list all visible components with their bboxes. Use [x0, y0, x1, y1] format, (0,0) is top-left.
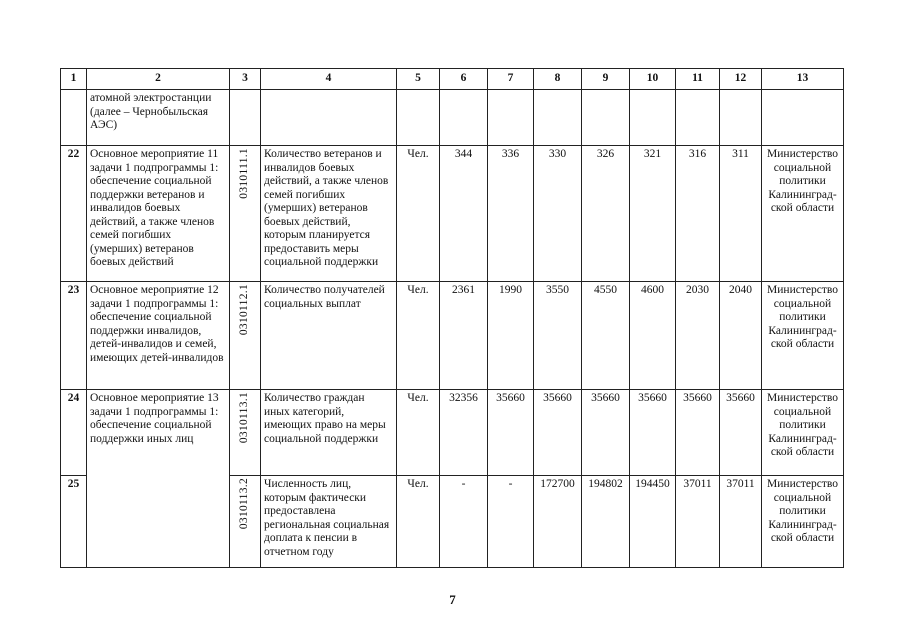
value-cell: 3550 — [534, 282, 582, 390]
value-cell: 336 — [488, 146, 534, 282]
header-cell: 4 — [261, 69, 397, 90]
header-cell: 13 — [762, 69, 844, 90]
value-cell: 2030 — [676, 282, 720, 390]
value-cell: 194450 — [630, 476, 676, 568]
data-table — [60, 68, 844, 568]
value-cell: 311 — [720, 146, 762, 282]
value-cell: 35660 — [676, 390, 720, 476]
value-cell: 32356 — [440, 390, 488, 476]
header-cell: 9 — [582, 69, 630, 90]
unit: Чел. — [397, 146, 440, 282]
unit: Чел. — [397, 282, 440, 390]
value-cell: 35660 — [630, 390, 676, 476]
value-cell: 2040 — [720, 282, 762, 390]
value-cell: 194802 — [582, 476, 630, 568]
indicator-text: Количество получателей социальных выплат — [261, 282, 397, 390]
table-row — [61, 476, 844, 568]
page-number: 7 — [449, 592, 456, 607]
value-cell: 35660 — [582, 390, 630, 476]
table-row — [61, 146, 844, 282]
table-row — [61, 282, 844, 390]
ministry-text: Министерство социальной политики Калининград-ской области — [762, 282, 844, 390]
value-cell: 4600 — [630, 282, 676, 390]
header-cell: 8 — [534, 69, 582, 90]
ministry-text: Министерство социальной политики Калининград-ской области — [762, 476, 844, 568]
unit: Чел. — [397, 476, 440, 568]
event-text: Основное мероприятие 11 задачи 1 подпрограммы 1: обеспечение социальной поддержки ветеранов и инвалидов боевых действий, а также членов семей погибших (умерших) ветеранов боевых действий — [87, 146, 230, 282]
header-cell: 10 — [630, 69, 676, 90]
indicator-text: Количество ветеранов и инвалидов боевых действий, а также членов семей погибших (умерших) ветеранов боевых действий, которым планируется предоставить меры социальной поддержки — [261, 146, 397, 282]
value-cell: 4550 — [582, 282, 630, 390]
unit: Чел. — [397, 390, 440, 476]
continuation-row — [61, 90, 844, 146]
event-text — [87, 476, 230, 568]
value-cell: - — [488, 476, 534, 568]
header-row — [61, 69, 844, 90]
continuation-text: атомной электростанции (далее – Чернобыльская АЭС) — [87, 90, 230, 146]
value-cell: 1990 — [488, 282, 534, 390]
value-cell: 344 — [440, 146, 488, 282]
code-cell — [230, 476, 261, 568]
value-cell: 172700 — [534, 476, 582, 568]
value-cell: 35660 — [534, 390, 582, 476]
row-number: 22 — [61, 146, 87, 282]
table-row — [61, 390, 844, 476]
code-cell — [230, 282, 261, 390]
ministry-text: Министерство социальной политики Калининград-ской области — [762, 390, 844, 476]
value-cell: 2361 — [440, 282, 488, 390]
header-cell: 2 — [87, 69, 230, 90]
header-cell: 5 — [397, 69, 440, 90]
value-cell: 326 — [582, 146, 630, 282]
row-number: 24 — [61, 390, 87, 476]
value-cell: 321 — [630, 146, 676, 282]
header-cell: 7 — [488, 69, 534, 90]
value-cell: 35660 — [488, 390, 534, 476]
code-text: 0310113.1 — [238, 392, 251, 444]
code-cell — [230, 390, 261, 476]
header-cell: 1 — [61, 69, 87, 90]
value-cell: 37011 — [676, 476, 720, 568]
ministry-text: Министерство социальной политики Калининград-ской области — [762, 146, 844, 282]
header-cell: 3 — [230, 69, 261, 90]
indicator-text: Численность лиц, которым фактически предоставлена региональная социальная доплата к пенсии в отчетном году — [261, 476, 397, 568]
row-number: 23 — [61, 282, 87, 390]
value-cell: 316 — [676, 146, 720, 282]
value-cell: 35660 — [720, 390, 762, 476]
code-text: 0310113.2 — [238, 478, 251, 530]
code-text: 0310112.1 — [238, 284, 251, 336]
row-number: 25 — [61, 476, 87, 568]
indicator-text: Количество граждан иных категорий, имеющих право на меры социальной поддержки — [261, 390, 397, 476]
value-cell: - — [440, 476, 488, 568]
event-text: Основное мероприятие 12 задачи 1 подпрограммы 1: обеспечение социальной поддержки инвалидов, детей-инвалидов и семей, имеющих детей-инвалидов — [87, 282, 230, 390]
header-cell: 6 — [440, 69, 488, 90]
header-cell: 11 — [676, 69, 720, 90]
code-text: 0310111.1 — [238, 148, 251, 199]
code-cell — [230, 146, 261, 282]
event-text: Основное мероприятие 13 задачи 1 подпрограммы 1: обеспечение социальной поддержки иных лиц — [87, 390, 230, 476]
header-cell: 12 — [720, 69, 762, 90]
value-cell: 330 — [534, 146, 582, 282]
value-cell: 37011 — [720, 476, 762, 568]
